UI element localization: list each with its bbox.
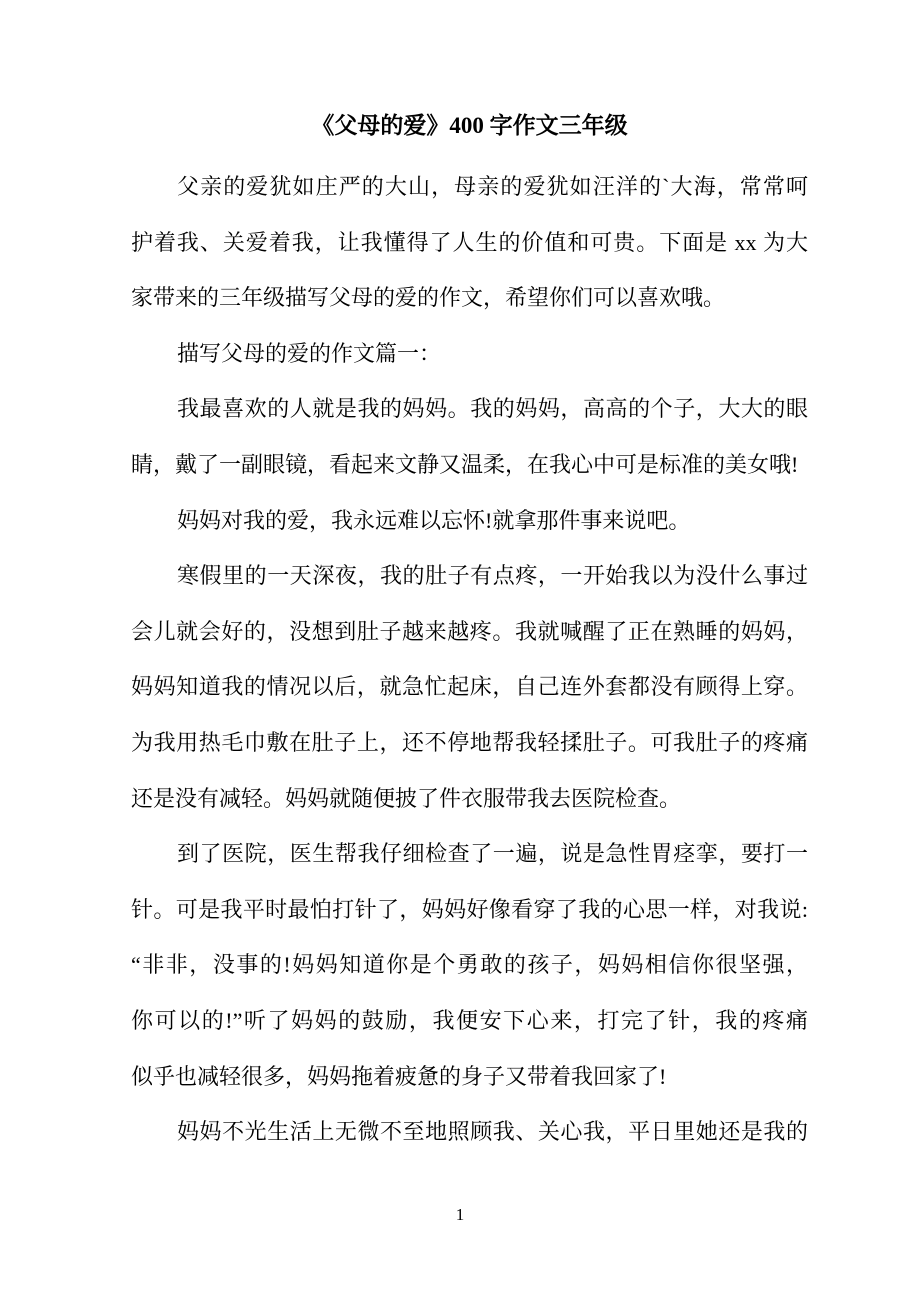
text-line: 还是没有减轻。妈妈就随便披了件衣服带我去医院检查。	[131, 785, 682, 811]
text-line: 家带来的三年级描写父母的爱的作文，希望你们可以喜欢哦。	[131, 285, 726, 311]
text-line: 睛，戴了一副眼镜，看起来文静又温柔，在我心中可是标准的美女哦!	[131, 451, 799, 477]
document-title: 《父母的爱》400 字作文三年级	[311, 113, 628, 138]
text-line: 描写父母的爱的作文篇一：	[177, 340, 442, 366]
text-line: 寒假里的一天深夜，我的肚子有点疼，一开始我以为没什么事过	[177, 563, 808, 589]
text-line: 妈妈对我的爱，我永远难以忘怀!就拿那件事来说吧。	[177, 507, 691, 533]
text-line: 父亲的爱犹如庄严的大山，母亲的爱犹如汪洋的`大海，常常呵	[177, 174, 808, 199]
text-line: 护着我、关爱着我，让我懂得了人生的价值和可贵。下面是 xx 为大	[131, 229, 808, 255]
text-line: 我最喜欢的人就是我的妈妈。我的妈妈，高高的个子，大大的眼	[177, 396, 808, 422]
text-line: 针。可是我平时最怕打针了，妈妈好像看穿了我的心思一样，对我说:	[131, 896, 808, 922]
text-line: 你可以的!”听了妈妈的鼓励，我便安下心来，打完了针，我的疼痛	[131, 1007, 808, 1033]
page-number: 1	[455, 1205, 465, 1224]
text-line: 妈妈知道我的情况以后，就急忙起床，自己连外套都没有顾得上穿。	[131, 674, 808, 700]
text-line: 妈妈不光生活上无微不至地照顾我、关心我，平日里她还是我的	[177, 1119, 808, 1145]
text-line: 会儿就会好的，没想到肚子越来越疼。我就喊醒了正在熟睡的妈妈，	[131, 618, 808, 644]
text-line: 为我用热毛巾敷在肚子上，还不停地帮我轻揉肚子。可我肚子的疼痛	[131, 729, 808, 755]
text-line: 似乎也减轻很多，妈妈拖着疲惫的身子又带着我回家了!	[131, 1063, 667, 1089]
document-body	[131, 159, 808, 1160]
text-line: “非非，没事的!妈妈知道你是个勇敢的孩子，妈妈相信你很坚强，	[131, 952, 808, 978]
text-line: 到了医院，医生帮我仔细检查了一遍，说是急性胃痉挛，要打一	[177, 841, 808, 867]
